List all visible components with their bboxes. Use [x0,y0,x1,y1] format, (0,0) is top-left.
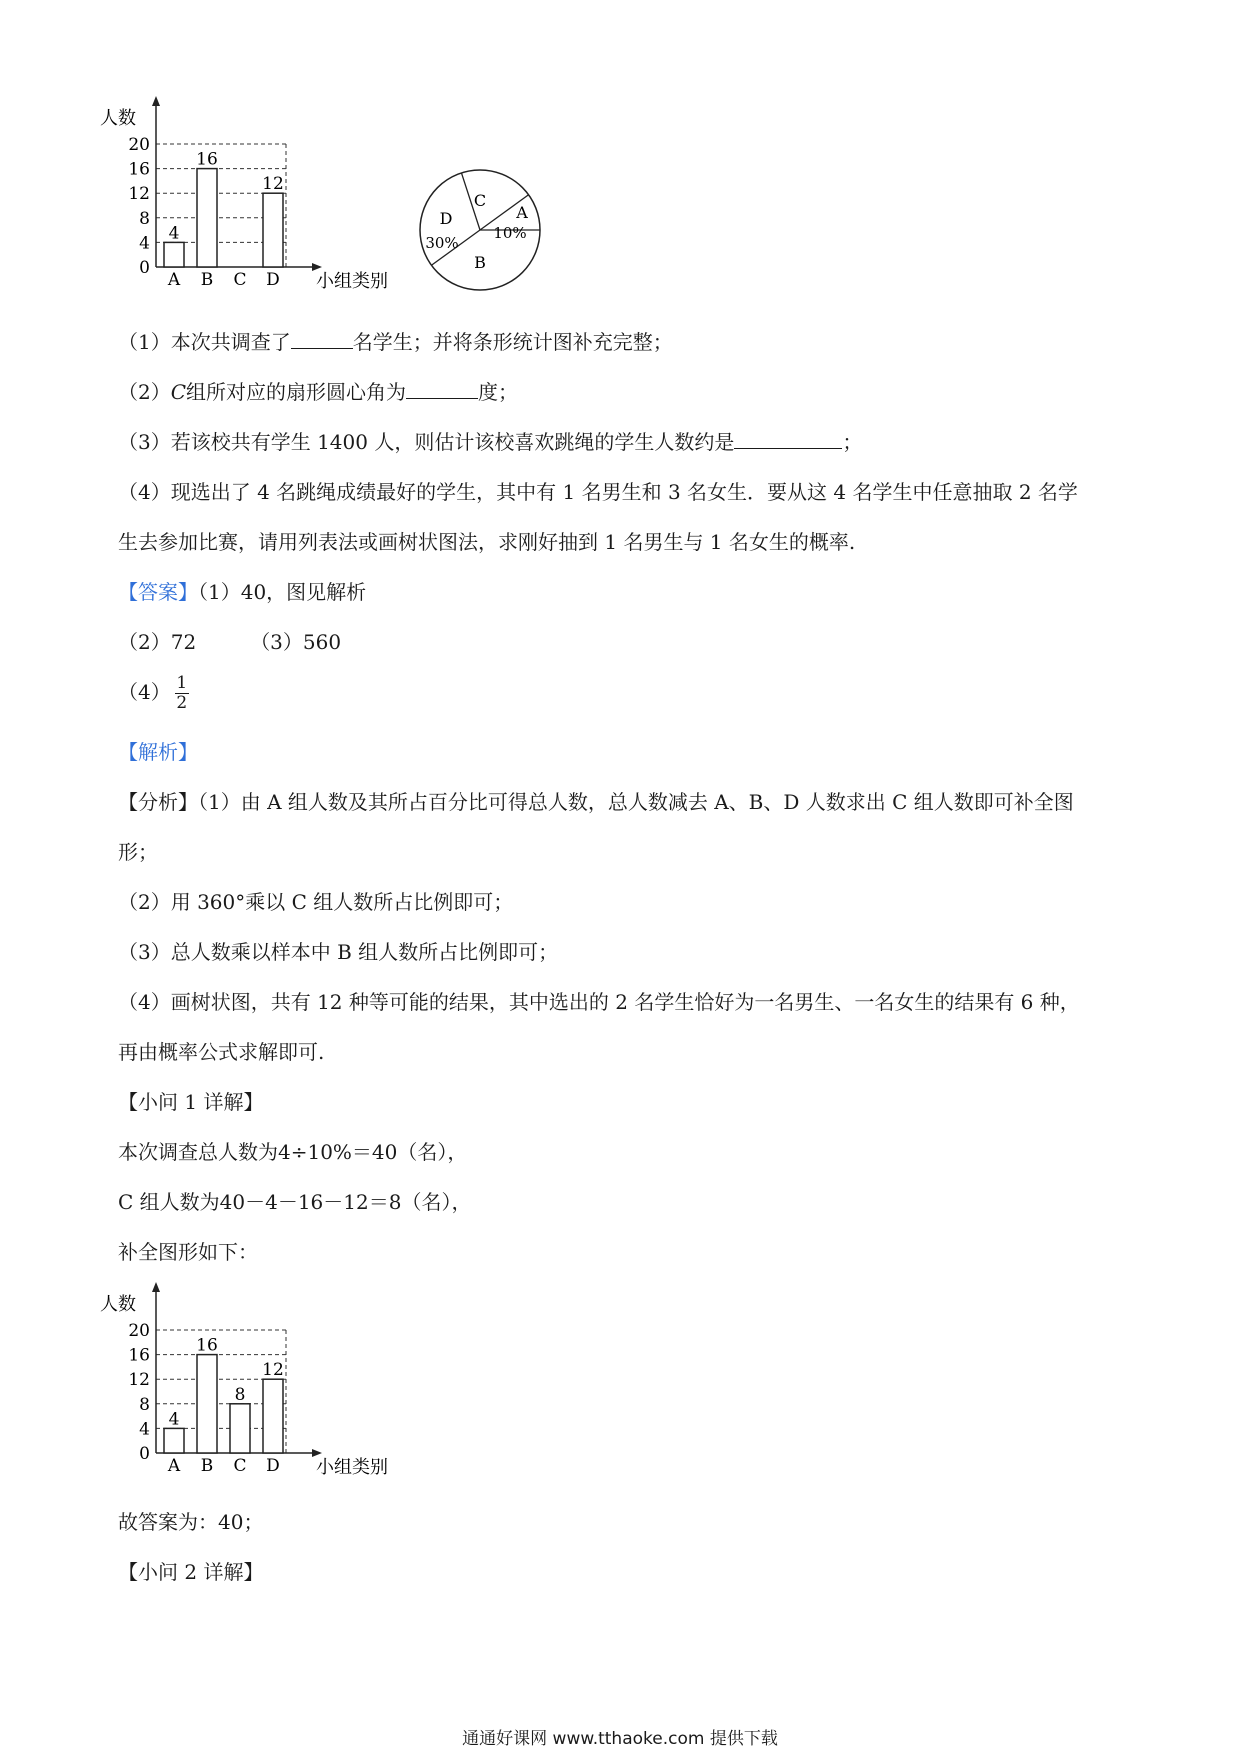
detail-1-step-2: C 组人数为40－4－16－12＝8（名）， [118,1190,472,1214]
answer-tag: 【答案】 [118,580,198,604]
answer-1-text: （1）40，图见解析 [198,580,367,604]
chart3-data-label-A: 4 [168,1409,180,1430]
chart1-category-label-D: D [266,270,280,290]
bar-chart-incomplete [96,94,396,294]
chart1-ytick-label: 4 [139,233,150,254]
chart1-ytick-label: 20 [128,135,150,155]
chart1-x-axis-arrow [312,263,322,271]
chart3-ytick-label: 0 [139,1444,150,1464]
chart3-ytick-label: 8 [139,1394,150,1415]
pie-label-B: B [474,253,486,272]
chart3-x-axis-arrow [312,1449,322,1457]
q2-text-a: （2） [118,380,171,404]
chart1-ytick-label: 16 [128,159,150,180]
bar-chart-complete [96,1280,406,1480]
footer-text: 通通好课网 www.tthaoke.com 提供下载 [462,1729,778,1749]
chart3-bar-D [263,1379,283,1453]
chart3-ytick-label: 12 [128,1370,150,1391]
chart3-x-axis-label: 小组类别 [316,1457,388,1478]
chart3-category-label-C: C [233,1456,247,1476]
analysis-line-2: （2）用 360°乘以 C 组人数所占比例即可； [118,890,514,914]
chart3-category-label-D: D [266,1456,280,1476]
fraction-denominator: 2 [176,693,188,713]
analysis-tag [118,737,198,767]
chart3-bar-B [197,1355,217,1453]
pie-percent-label-D: 30% [425,234,459,252]
q3-text-a: （3）若该校共有学生 1400 人，则估计该校喜欢跳绳的学生人数约是 [118,430,735,454]
answer-1 [118,577,366,607]
q2-text-b: 组所对应的扇形圆心角为 [186,380,407,404]
analysis-l1-text: （1）由 A 组人数及其所占百分比可得总人数，总人数减去 A、B、D 人数求出 C 组人数即可补全图 [198,790,1074,814]
chart3-ytick-label: 20 [128,1321,150,1341]
chart3-ytick-label: 4 [139,1419,150,1440]
answer-3-text: （3）560 [250,630,342,654]
question-1 [118,327,673,357]
detail-1-step-4: 故答案为：40； [118,1510,264,1534]
q1-text-b: 名学生；并将条形统计图补充完整； [352,330,673,354]
chart1-data-label-B: 16 [196,149,218,170]
q3-blank [734,428,842,449]
chart3-data-label-D: 12 [262,1360,284,1381]
chart1-category-label-C: C [233,270,247,290]
chart1-category-label-A: A [167,270,181,290]
chart3-data-label-C: 8 [234,1384,246,1405]
chart3-category-label-A: A [167,1456,181,1476]
question-4-line-1: （4）现选出了 4 名跳绳成绩最好的学生，其中有 1 名男生和 3 名女生．要从这 4 名学生中任意抽取 2 名学 [118,480,1078,504]
q2-var: C [170,380,187,404]
chart1-data-label-D: 12 [262,174,284,195]
q2-blank [406,378,478,399]
q3-text-b: ； [842,430,863,454]
detail-1-step-1: 本次调查总人数为4÷10%＝40（名）， [118,1140,468,1164]
analysis-line-4b: 再由概率公式求解即可. [118,1040,325,1064]
pie-percent-label-A: 10% [493,224,527,242]
chart3-ytick-label: 16 [128,1345,150,1366]
chart1-y-axis-arrow [152,96,160,106]
chart1-x-axis-label: 小组类别 [316,271,388,292]
answer-4-text: （4） [118,680,171,704]
answer-4 [118,672,189,713]
chart3-category-label-B: B [200,1456,214,1476]
fraction-numerator: 1 [176,673,188,693]
chart1-category-label-B: B [200,270,214,290]
chart1-data-label-A: 4 [168,223,180,244]
chart1-bar-B [197,169,217,267]
pie-label-A: A [516,203,528,222]
chart1-ytick-label: 8 [139,208,150,229]
question-2 [118,377,518,407]
analysis-line-4: （4）画树状图，共有 12 种等可能的结果，其中选出的 2 名学生恰好为一名男生、一名女生的结果有 6 种， [118,990,1080,1014]
answer-4-fraction [175,674,189,713]
chart3-bar-A [164,1428,184,1453]
fenxi-tag: 【分析】 [118,790,198,814]
pie-chart [410,160,550,300]
chart1-y-axis-label: 人数 [100,108,136,129]
q2-text-d: 度； [478,380,519,404]
answer-2-3 [118,627,341,657]
question-4-line-2: 生去参加比赛，请用列表法或画树状图法，求刚好抽到 1 名男生与 1 名女生的概率. [118,530,856,554]
chart1-bar-A [164,242,184,267]
chart1-ytick-label: 12 [128,184,150,205]
chart1-ytick-label: 0 [139,258,150,278]
answer-2-text: （2）72 [118,630,197,654]
detail-1-step-3: 补全图形如下： [118,1240,258,1264]
chart1-bar-D [263,193,283,267]
chart3-y-axis-label: 人数 [100,1294,136,1315]
chart3-data-label-B: 16 [196,1335,218,1356]
question-3 [118,427,862,457]
pie-label-C: C [473,191,487,210]
analysis-line-3: （3）总人数乘以样本中 B 组人数所占比例即可； [118,940,559,964]
detail-1-title: 【小问 1 详解】 [118,1090,264,1114]
analysis-tag-text: 【解析】 [118,740,198,764]
pie-label-D: D [439,209,453,228]
chart3-y-axis-arrow [152,1282,160,1292]
q1-text-a: （1）本次共调查了 [118,330,291,354]
analysis-line-1b: 形； [118,840,158,864]
chart3-bar-C [230,1404,250,1453]
q1-blank [291,328,353,349]
analysis-line-1 [118,787,1074,817]
detail-2-title: 【小问 2 详解】 [118,1560,264,1584]
